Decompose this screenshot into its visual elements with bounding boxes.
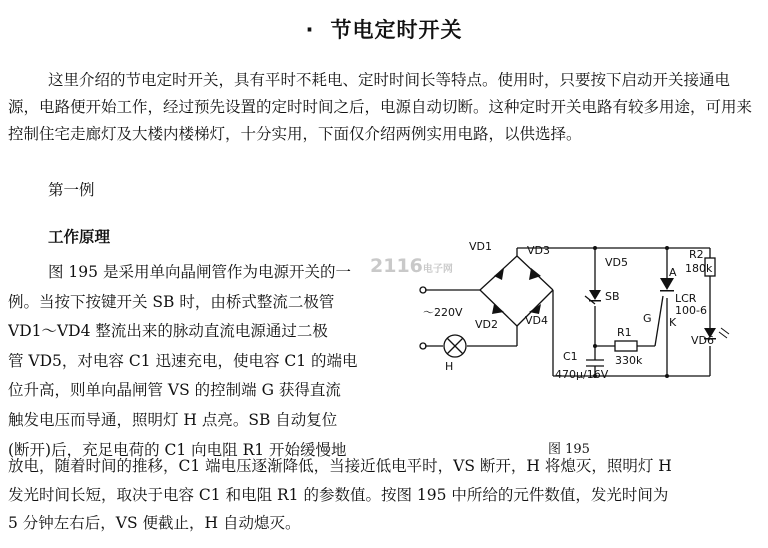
circuit-diagram bbox=[405, 228, 745, 438]
label-sb: SB bbox=[605, 290, 620, 303]
text-line: 放电，随着时间的推移，C1 端电压逐渐降低，当接近低电平时，VS 断开，H 将熄灭，照明灯 H bbox=[8, 457, 672, 475]
intro-paragraph: 这里介绍的节电定时开关，具有平时不耗电、定时时间长等特点。使用时，只要按下启动开关接通电源，电路便开始工作，经过预先设置的定时时间之后，电源自动切断。这种定时开关电路有较多用途，可用来控制住宅走廊灯及大楼内楼梯灯，十分实用，下面仅介绍两例实用电路，以供选择。 bbox=[8, 71, 753, 143]
principle-text-continued bbox=[8, 452, 760, 538]
example-heading: 第一例 bbox=[48, 181, 95, 199]
text-line: 5 分钟左右后，VS 便截止，H 自动熄灭。 bbox=[8, 514, 301, 532]
watermark-sub: 电子网 bbox=[422, 264, 453, 275]
text-line: (断开)后，充足电荷的 C1 向电阻 R1 开始缓慢地 bbox=[8, 440, 347, 459]
label-voltage: ～220V bbox=[423, 306, 463, 319]
label-r1-value: 330k bbox=[615, 354, 643, 367]
label-r1: R1 bbox=[617, 326, 632, 339]
text-line: 管 VD5，对电容 C1 迅速充电，使电容 C1 的端电 bbox=[8, 351, 358, 370]
principle-text bbox=[8, 258, 403, 465]
watermark-main: 2116 bbox=[370, 255, 423, 277]
figure-caption: 图 195 bbox=[548, 442, 590, 457]
label-vd5: VD5 bbox=[605, 256, 628, 269]
label-c1-value: 470μ/16V bbox=[555, 368, 609, 381]
text-line: 发光时间长短，取决于电容 C1 和电阻 R1 的参数值。按图 195 中所给的元件数值，发光时间为 bbox=[8, 485, 669, 504]
title-text: 节电定时开关 bbox=[330, 18, 463, 42]
label-a: A bbox=[669, 266, 677, 279]
text-line: 触发电压而导通，照明灯 H 点亮。SB 自动复位 bbox=[8, 410, 338, 429]
text-line: 图 195 是采用单向晶闸管作为电源开关的一 bbox=[48, 263, 351, 281]
label-lcr: LCR bbox=[675, 292, 697, 305]
label-c1: C1 bbox=[563, 350, 578, 363]
label-r2-value: 180k bbox=[685, 262, 713, 275]
title-dot: · bbox=[305, 18, 315, 42]
label-h: H bbox=[445, 360, 454, 373]
text-line: 位升高，则单向晶闸管 VS 的控制端 G 获得直流 bbox=[8, 381, 341, 400]
text-line: 例。当按下按键开关 SB 时，由桥式整流二极管 bbox=[8, 292, 335, 311]
label-vd2: VD2 bbox=[475, 318, 498, 331]
label-vd3: VD3 bbox=[527, 244, 550, 257]
text-line: VD1～VD4 整流出来的脉动直流电源通过二极 bbox=[8, 322, 328, 341]
label-vd1: VD1 bbox=[469, 240, 492, 253]
label-lcr-value: 100-6 bbox=[675, 304, 707, 317]
label-vd6: VD6 bbox=[691, 334, 714, 347]
label-k: K bbox=[669, 316, 677, 329]
principle-heading: 工作原理 bbox=[48, 228, 111, 246]
label-g: G bbox=[643, 312, 652, 325]
label-r2: R2 bbox=[689, 248, 704, 261]
page-title bbox=[0, 14, 768, 44]
label-vd4: VD4 bbox=[525, 314, 548, 327]
